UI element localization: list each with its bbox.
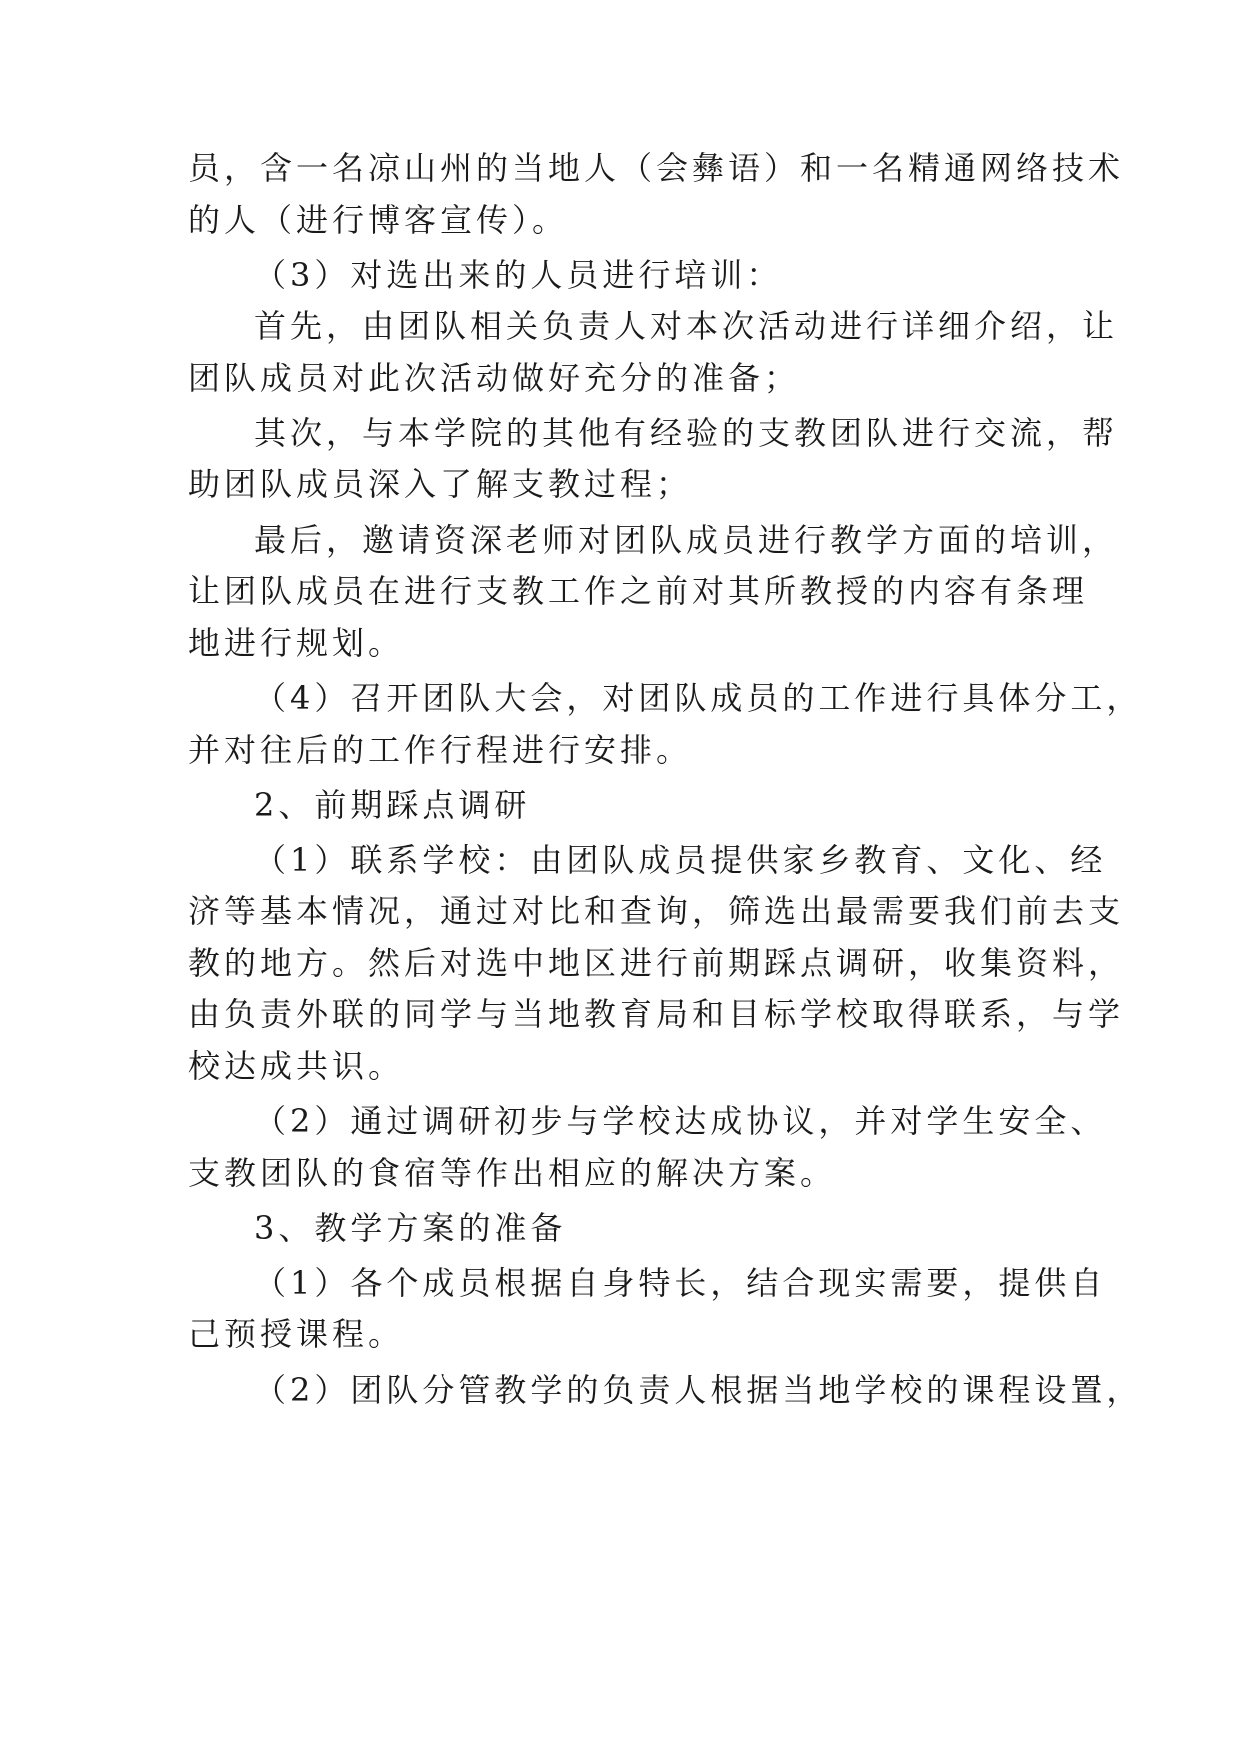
text-line: （2）团队分管教学的负责人根据当地学校的课程设置， [254, 1371, 1143, 1409]
text-line: 由负责外联的同学与当地教育局和目标学校取得联系，与学 [188, 995, 1125, 1033]
text-line: 地进行规划。 [188, 624, 405, 662]
text-line: 并对往后的工作行程进行安排。 [188, 731, 693, 769]
text-line: （3）对选出来的人员进行培训： [254, 256, 783, 294]
text-line: 让团队成员在进行支教工作之前对其所教授的内容有条理 [188, 572, 1089, 610]
text-line: 己预授课程。 [188, 1315, 405, 1353]
section-heading: 2、前期踩点调研 [254, 786, 531, 824]
text-line: 校达成共识。 [188, 1047, 405, 1085]
text-line: 员，含一名凉山州的当地人（会彝语）和一名精通网络技术 [188, 149, 1125, 187]
text-line: （4）召开团队大会，对团队成员的工作进行具体分工， [254, 679, 1143, 717]
text-line: 团队成员对此次活动做好充分的准备； [188, 359, 801, 397]
text-line: 最后，邀请资深老师对团队成员进行教学方面的培训， [254, 521, 1119, 559]
text-line: 助团队成员深入了解支教过程； [188, 465, 693, 503]
text-line: 的人（进行博客宣传）。 [188, 201, 569, 239]
text-line: （1）联系学校：由团队成员提供家乡教育、文化、经 [254, 841, 1107, 879]
text-line: 首先，由团队相关负责人对本次活动进行详细介绍，让 [254, 307, 1119, 345]
text-line: 支教团队的食宿等作出相应的解决方案。 [188, 1154, 837, 1192]
text-line: 济等基本情况，通过对比和查询，筛选出最需要我们前去支 [188, 892, 1125, 930]
text-line: 教的地方。然后对选中地区进行前期踩点调研，收集资料， [188, 944, 1125, 982]
text-line: （2）通过调研初步与学校达成协议，并对学生安全、 [254, 1102, 1107, 1140]
text-line: 其次，与本学院的其他有经验的支教团队进行交流，帮 [254, 414, 1119, 452]
section-heading: 3、教学方案的准备 [254, 1209, 567, 1247]
text-line: （1）各个成员根据自身特长，结合现实需要，提供自 [254, 1264, 1107, 1302]
